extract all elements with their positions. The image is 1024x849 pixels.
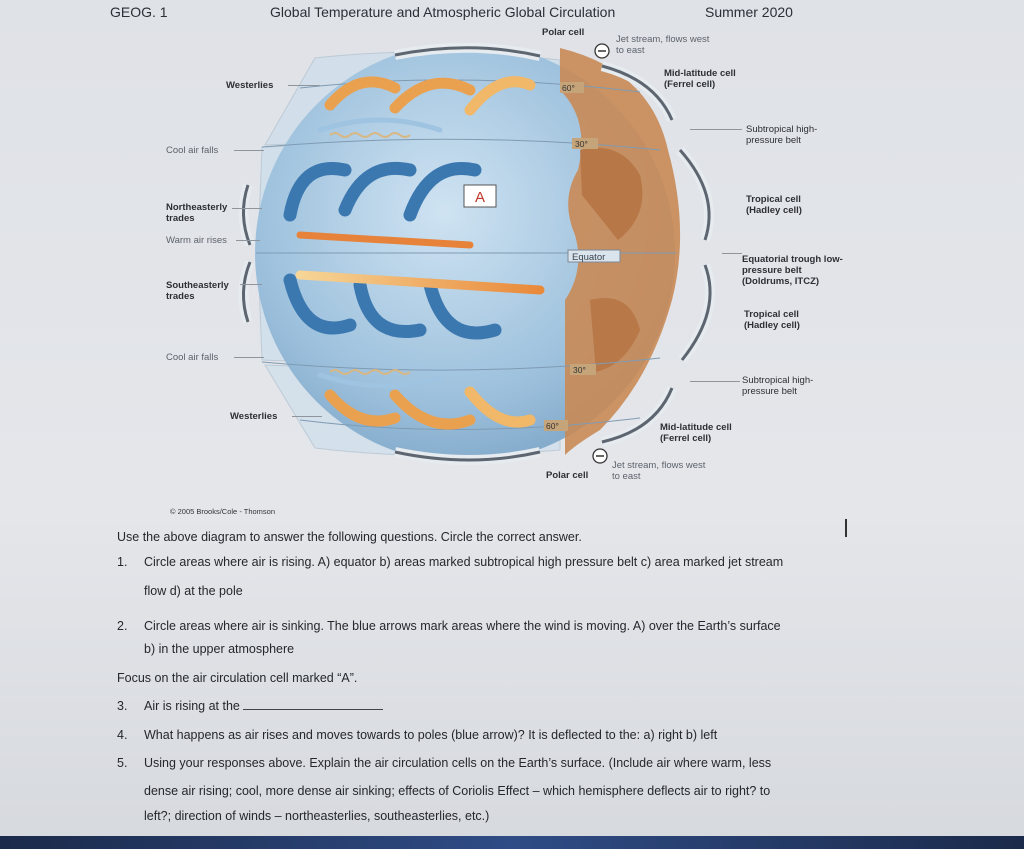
diagram-credit: © 2005 Brooks/Cole - Thomson bbox=[170, 507, 276, 516]
question-3 bbox=[117, 699, 383, 713]
label-westerlies-bottom: Westerlies bbox=[230, 411, 278, 422]
lat-30s-label: 30° bbox=[573, 365, 586, 375]
question-3-text: Air is rising at the bbox=[144, 699, 240, 713]
label-equatorial-trough: Equatorial trough low-pressure belt (Doldrums, ITCZ) bbox=[742, 254, 843, 287]
jet-stream-marker-top bbox=[595, 44, 609, 58]
question-2 bbox=[117, 619, 781, 633]
label-midlat-top: Mid-latitude cell (Ferrel cell) bbox=[664, 68, 736, 90]
question-5-text: Using your responses above. Explain the air circulation cells on the Earth’s surface. (Include air where warm, less bbox=[144, 756, 772, 770]
term-label: Summer 2020 bbox=[705, 4, 793, 20]
label-se-trades: Southeasterly trades bbox=[166, 280, 229, 302]
label-polar-cell-bottom: Polar cell bbox=[546, 470, 589, 481]
label-tropical-top: Tropical cell (Hadley cell) bbox=[746, 194, 802, 216]
equator-label: Equator bbox=[572, 252, 606, 263]
question-1 bbox=[117, 555, 783, 569]
question-3-number: 3. bbox=[117, 699, 128, 713]
question-5-cont-2: left?; direction of winds – northeasterlies, southeasterlies, etc.) bbox=[144, 809, 490, 823]
lat-60s-label: 60° bbox=[546, 421, 559, 431]
question-5-cont-1: dense air rising; cool, more dense air sinking; effects of Coriolis Effect – which hemisphere deflects air to right? to bbox=[144, 784, 771, 798]
label-polar-cell-top: Polar cell bbox=[542, 27, 585, 38]
instructions: Use the above diagram to answer the following questions. Circle the correct answer. bbox=[117, 530, 582, 544]
lat-60n-label: 60° bbox=[562, 83, 575, 93]
text-cursor bbox=[845, 519, 847, 537]
label-jet-stream-top: Jet stream, flows west to east bbox=[616, 34, 710, 56]
label-subtropical-bottom: Subtropical high-pressure belt bbox=[742, 375, 814, 397]
question-3-answer-blank[interactable] bbox=[243, 699, 383, 710]
label-cool-air-top: Cool air falls bbox=[166, 145, 219, 156]
question-1-cont: flow d) at the pole bbox=[144, 584, 243, 598]
lat-30n-label: 30° bbox=[575, 139, 588, 149]
cell-a-marker: A bbox=[474, 189, 486, 206]
question-5 bbox=[117, 756, 771, 770]
question-4-text: What happens as air rises and moves towards to poles (blue arrow)? It is deflected to the: a) right b) left bbox=[144, 728, 718, 742]
label-tropical-bottom: Tropical cell (Hadley cell) bbox=[744, 309, 800, 331]
question-4 bbox=[117, 728, 717, 742]
course-label: GEOG. 1 bbox=[110, 4, 168, 20]
question-1-text: Circle areas where air is rising. A) equator b) areas marked subtropical high pressure belt c) area marked jet stream bbox=[144, 555, 784, 569]
question-2-cont: b) in the upper atmosphere bbox=[144, 642, 295, 656]
question-2-number: 2. bbox=[117, 619, 128, 633]
question-5-number: 5. bbox=[117, 756, 128, 770]
label-subtropical-top: Subtropical high-pressure belt bbox=[746, 124, 818, 146]
label-westerlies-top: Westerlies bbox=[226, 80, 274, 91]
label-ne-trades: Northeasterly trades bbox=[166, 202, 228, 224]
monitor-bezel bbox=[0, 836, 1024, 849]
label-cool-air-bottom: Cool air falls bbox=[166, 352, 219, 363]
jet-stream-marker-bottom bbox=[593, 449, 607, 463]
label-warm-air: Warm air rises bbox=[166, 235, 227, 246]
focus-note: Focus on the air circulation cell marked “A”. bbox=[117, 671, 358, 685]
worksheet-title: Global Temperature and Atmospheric Global Circulation bbox=[270, 4, 616, 20]
question-4-number: 4. bbox=[117, 728, 128, 742]
question-2-text: Circle areas where air is sinking. The blue arrows mark areas where the wind is moving. A) over the Earth’s surface bbox=[144, 619, 781, 633]
question-1-number: 1. bbox=[117, 555, 128, 569]
label-midlat-bottom: Mid-latitude cell (Ferrel cell) bbox=[660, 422, 732, 444]
label-jet-stream-bottom: Jet stream, flows west to east bbox=[612, 460, 706, 482]
